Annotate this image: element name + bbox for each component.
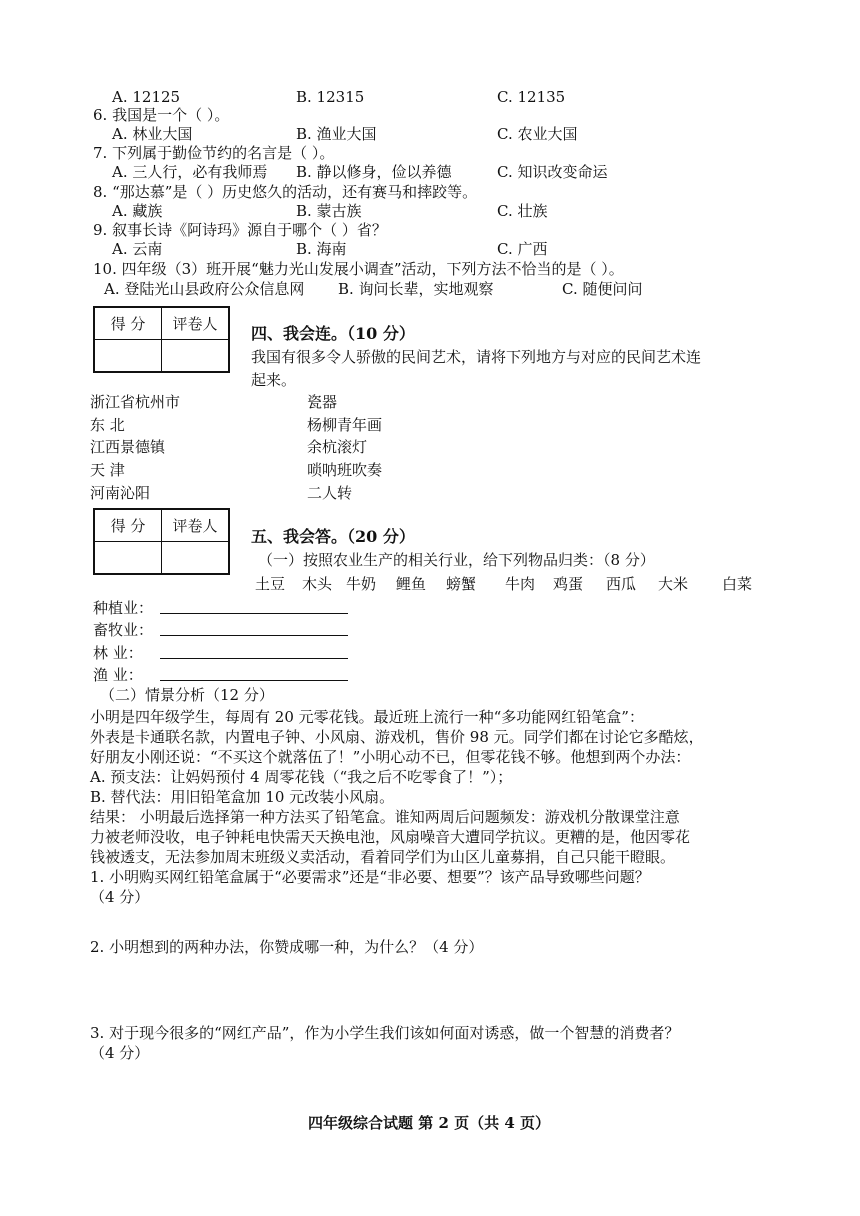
grader-label: 评卷人 — [162, 308, 229, 340]
subquestion-2: 2. 小明想到的两种办法，你赞成哪一种，为什么？（4 分） — [90, 938, 484, 956]
answer-line-fishery[interactable] — [160, 680, 348, 681]
art-item: 杨柳青年画 — [307, 416, 383, 434]
classify-item: 白菜 — [722, 575, 753, 593]
section4-title: 四、我会连。（10 分） — [251, 324, 415, 343]
q7-stem: 7. 下列属于勤俭节约的名言是（ ）。 — [93, 144, 335, 162]
part2-title: （二）情景分析（12 分） — [100, 686, 274, 704]
section4-score-box — [93, 306, 230, 373]
place-item: 河南沁阳 — [90, 484, 151, 502]
q10-option-a: A. 登陆光山县政府公众信息网 — [104, 280, 305, 298]
section5-score-box — [93, 508, 230, 575]
page-footer: 四年级综合试题 第 2 页（共 4 页） — [308, 1114, 550, 1132]
q6-option-c: C. 农业大国 — [497, 125, 578, 143]
score-label: 得 分 — [95, 308, 162, 340]
answer-line-planting[interactable] — [160, 613, 348, 614]
subquestion-3-score: （4 分） — [90, 1044, 150, 1062]
classify-item: 西瓜 — [606, 575, 637, 593]
classify-item: 牛奶 — [346, 575, 377, 593]
classify-item: 牛肉 — [505, 575, 536, 593]
q8-option-b: B. 蒙古族 — [296, 202, 362, 220]
grader-cell[interactable] — [162, 542, 229, 574]
q10-stem: 10. 四年级（3）班开展“魅力光山发展小调查”活动，下列方法不恰当的是（ ）。 — [93, 260, 624, 278]
q9-option-c: C. 广西 — [497, 240, 548, 258]
q7-option-c: C. 知识改变命运 — [497, 163, 608, 181]
category-label: 林 业： — [93, 644, 143, 662]
q6-option-a: A. 林业大国 — [112, 125, 193, 143]
category-label: 渔 业： — [93, 666, 143, 684]
classify-item: 鸡蛋 — [553, 575, 584, 593]
classify-item: 木头 — [302, 575, 333, 593]
section5-title: 五、我会答。（20 分） — [251, 527, 415, 546]
section4-intro-line2: 起来。 — [251, 371, 297, 389]
story-line: 力被老师没收，电子钟耗电快需天天换电池，风扇噪音大遭同学抗议。更糟的是，他因零花 — [90, 828, 691, 846]
story-line: B. 替代法：用旧铅笔盒加 10 元改装小风扇。 — [90, 788, 395, 806]
story-line: 钱被透支，无法参加周末班级义卖活动，看着同学们为山区儿童募捐，自己只能干瞪眼。 — [90, 848, 676, 866]
part1-title: （一）按照农业生产的相关行业，给下列物品归类：（8 分） — [258, 551, 655, 569]
grader-cell[interactable] — [162, 340, 229, 372]
story-line: 好朋友小刚还说：“不买这个就落伍了！”小明心动不已，但零花钱不够。他想到两个办法： — [90, 748, 691, 766]
classify-item: 土豆 — [255, 575, 286, 593]
score-label: 得 分 — [95, 510, 162, 542]
q8-option-a: A. 藏族 — [112, 202, 163, 220]
q5-option-b: B. 12315 — [296, 88, 365, 106]
place-item: 天 津 — [90, 461, 125, 479]
q9-stem: 9. 叙事长诗《阿诗玛》源自于哪个（ ）省？ — [93, 221, 387, 239]
q10-option-c: C. 随便问问 — [562, 280, 643, 298]
story-line: 小明是四年级学生，每周有 20 元零花钱。最近班上流行一种“多功能网红铅笔盒”： — [90, 708, 644, 726]
q10-option-b: B. 询问长辈，实地观察 — [338, 280, 494, 298]
q5-option-a: A. 12125 — [112, 88, 181, 106]
art-item: 唢呐班吹奏 — [307, 461, 383, 479]
art-item: 二人转 — [307, 484, 353, 502]
subquestion-1-score: （4 分） — [90, 888, 150, 906]
score-cell[interactable] — [95, 542, 162, 574]
art-item: 余杭滚灯 — [307, 438, 368, 456]
art-item: 瓷器 — [307, 393, 338, 411]
story-line: A. 预支法：让妈妈预付 4 周零花钱（“我之后不吃零食了！”）； — [90, 768, 513, 786]
story-line: 结果： 小明最后选择第一种方法买了铅笔盒。谁知两周后问题频发：游戏机分散课堂注意 — [90, 808, 680, 826]
subquestion-3: 3. 对于现今很多的“网红产品”，作为小学生我们该如何面对诱惑，做一个智慧的消费者？ — [90, 1024, 680, 1042]
q7-option-a: A. 三人行，必有我师焉 — [112, 163, 268, 181]
section4-intro-line1: 我国有很多令人骄傲的民间艺术，请将下列地方与对应的民间艺术连 — [251, 348, 702, 366]
classify-item: 螃蟹 — [446, 575, 477, 593]
subquestion-1: 1. 小明购买网红铅笔盒属于“必要需求”还是“非必要、想要”？该产品导致哪些问题？ — [90, 868, 650, 886]
place-item: 东 北 — [90, 416, 125, 434]
place-item: 江西景德镇 — [90, 438, 166, 456]
answer-line-livestock[interactable] — [160, 635, 348, 636]
q7-option-b: B. 静以修身，俭以养德 — [296, 163, 452, 181]
classify-item: 鲤鱼 — [396, 575, 427, 593]
answer-line-forestry[interactable] — [160, 658, 348, 659]
q8-option-c: C. 壮族 — [497, 202, 548, 220]
score-cell[interactable] — [95, 340, 162, 372]
q5-option-c: C. 12135 — [497, 88, 566, 106]
q6-option-b: B. 渔业大国 — [296, 125, 377, 143]
place-item: 浙江省杭州市 — [90, 393, 181, 411]
grader-label: 评卷人 — [162, 510, 229, 542]
category-label: 畜牧业： — [93, 621, 154, 639]
story-line: 外表是卡通联名款，内置电子钟、小风扇、游戏机，售价 98 元。同学们都在讨论它多酷炫， — [90, 728, 704, 746]
q8-stem: 8. “那达慕”是（ ）历史悠久的活动，还有赛马和摔跤等。 — [93, 183, 478, 201]
q9-option-a: A. 云南 — [112, 240, 163, 258]
category-label: 种植业： — [93, 599, 154, 617]
q6-stem: 6. 我国是一个（ ）。 — [93, 106, 230, 124]
classify-item: 大米 — [658, 575, 689, 593]
q9-option-b: B. 海南 — [296, 240, 347, 258]
